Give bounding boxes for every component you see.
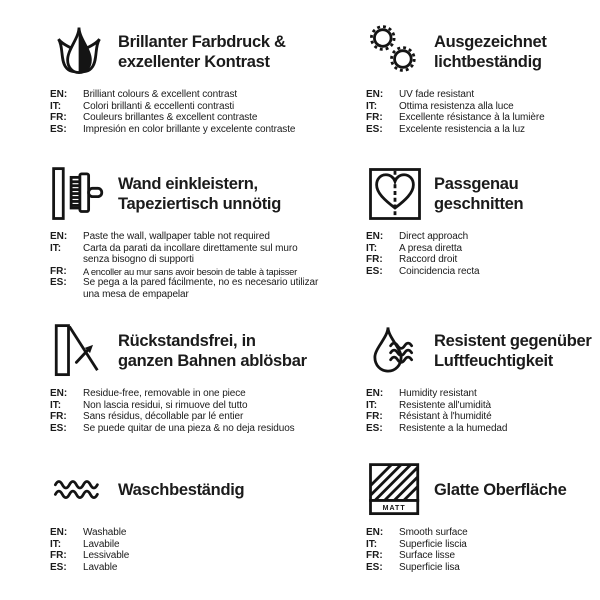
translations xyxy=(366,388,600,434)
translation-text: Coincidencia recta xyxy=(399,265,480,277)
language-label: ES: xyxy=(366,422,383,434)
translation-row xyxy=(50,400,332,412)
translation-row xyxy=(50,112,332,124)
language-label: ES: xyxy=(50,561,67,573)
section-heading: Waschbeständig xyxy=(118,481,245,499)
language-label: IT: xyxy=(50,399,62,411)
language-label: FR: xyxy=(366,254,383,265)
translation-text: Impresión en color brillante y excelente contraste xyxy=(83,123,296,135)
section-print-quality xyxy=(0,0,332,152)
language-label: EN: xyxy=(50,89,68,100)
translation-text: Carta da parati da incollare direttamente sul muro senza bisogno di supporti xyxy=(83,242,298,265)
translation-text: Resistente a la humedad xyxy=(399,422,508,434)
translation-row xyxy=(50,101,332,113)
translation-row xyxy=(366,411,600,423)
section-heading: Glatte Oberfläche xyxy=(434,481,567,499)
translation-text: Lavabile xyxy=(83,538,120,550)
translation-text: Superficie liscia xyxy=(399,538,467,550)
translation-row xyxy=(366,562,600,574)
translation-text: Se pega a la pared fácilmente, no es necesario utilizar una mesa de empapelar xyxy=(83,277,319,300)
translation-row xyxy=(50,550,332,562)
translation-row xyxy=(366,423,600,435)
translation-text: Direct approach xyxy=(399,231,469,242)
translation-row xyxy=(366,527,600,539)
language-label: ES: xyxy=(50,123,67,135)
translation-row xyxy=(50,89,332,101)
translation-row xyxy=(50,411,332,423)
translation-row xyxy=(366,112,600,124)
translations xyxy=(50,89,332,135)
translation-text: A presa diretta xyxy=(399,242,462,254)
translation-row xyxy=(50,388,332,400)
translation-text: Ottima resistenza alla luce xyxy=(399,100,514,112)
language-label: EN: xyxy=(366,231,384,242)
translation-row xyxy=(50,539,332,551)
translation-text: Paste the wall, wallpaper table not required xyxy=(83,231,270,242)
language-label: IT: xyxy=(366,538,378,550)
translation-text: Colori brillanti & eccellenti contrasti xyxy=(83,100,235,112)
translation-text: UV fade resistant xyxy=(399,89,475,100)
translation-text: Smooth surface xyxy=(399,527,468,538)
language-label: EN: xyxy=(50,231,68,242)
language-label: EN: xyxy=(366,388,384,399)
section-header xyxy=(366,462,600,518)
language-label: IT: xyxy=(50,538,62,550)
translation-row xyxy=(366,400,600,412)
section-smooth-surface xyxy=(332,452,600,600)
section-washable xyxy=(0,452,332,600)
translation-text: Humidity resistant xyxy=(399,388,477,399)
translation-row xyxy=(366,254,600,266)
sun-gears-icon xyxy=(366,24,424,80)
section-cut-to-fit xyxy=(332,152,600,315)
translation-text: Sans résidus, décollable par lé entier xyxy=(83,411,244,422)
translations xyxy=(366,89,600,135)
translation-text: Resistente all'umidità xyxy=(399,399,491,411)
translation-row xyxy=(366,388,600,400)
translation-row xyxy=(366,231,600,243)
translation-text: Superficie lisa xyxy=(399,561,460,573)
wash-waves-icon xyxy=(50,462,108,518)
language-label: IT: xyxy=(366,100,378,112)
language-label: ES: xyxy=(366,123,383,135)
translation-text: Raccord droit xyxy=(399,254,458,265)
translation-row xyxy=(50,562,332,574)
language-label: FR: xyxy=(366,411,383,422)
translation-text: Résistant à l'humidité xyxy=(399,411,492,422)
translation-text: Couleurs brillantes & excellent contraste xyxy=(83,112,258,123)
language-label: IT: xyxy=(50,100,62,112)
language-label: FR: xyxy=(366,112,383,123)
translation-text: A encoller au mur sans avoir besoin de table à tapisser xyxy=(83,265,297,277)
translation-row xyxy=(50,243,332,266)
translation-row xyxy=(50,527,332,539)
section-humidity-resistant xyxy=(332,315,600,452)
translations xyxy=(366,527,600,573)
translation-row xyxy=(50,124,332,136)
translation-row xyxy=(366,539,600,551)
translation-row xyxy=(50,266,332,278)
translations xyxy=(366,231,600,277)
language-label: ES: xyxy=(50,422,67,434)
section-removable xyxy=(0,315,332,452)
language-label: IT: xyxy=(366,399,378,411)
humidity-drop-icon xyxy=(366,323,424,379)
section-header xyxy=(50,462,332,518)
translation-row xyxy=(50,231,332,243)
translation-text: Washable xyxy=(83,527,127,538)
translation-text: Brilliant colours & excellent contrast xyxy=(83,89,238,100)
section-heading: Rückstandsfrei, in ganzen Bahnen ablösbar xyxy=(118,332,307,370)
translation-row xyxy=(366,89,600,101)
language-label: EN: xyxy=(366,89,384,100)
section-header xyxy=(50,24,332,80)
language-label: ES: xyxy=(366,265,383,277)
section-header xyxy=(366,24,600,80)
section-header xyxy=(366,166,600,222)
section-heading: Ausgezeichnet lichtbeständig xyxy=(434,33,547,71)
language-label: FR: xyxy=(50,411,67,422)
language-label: ES: xyxy=(50,277,67,288)
section-heading: Resistent gegenüber Luftfeuchtigkeit xyxy=(434,332,592,370)
translation-row xyxy=(50,277,332,300)
translation-text: Non lascia residui, si rimuove del tutto xyxy=(83,399,248,411)
translations xyxy=(50,231,332,300)
translation-text: Se puede quitar de una pieza & no deja residuos xyxy=(83,422,295,434)
language-label: FR: xyxy=(50,112,67,123)
language-label: EN: xyxy=(366,527,384,538)
translation-text: Excelente resistencia a la luz xyxy=(399,123,525,135)
language-label: FR: xyxy=(366,550,383,561)
section-lightfast xyxy=(332,0,600,152)
matt-badge-text: MATT xyxy=(382,505,406,513)
language-label: IT: xyxy=(366,242,378,254)
language-label: FR: xyxy=(50,265,67,277)
language-label: EN: xyxy=(50,388,68,399)
section-heading: Wand einkleistern, Tapeziertisch unnötig xyxy=(118,175,281,213)
translation-text: Residue-free, removable in one piece xyxy=(83,388,246,399)
translations xyxy=(50,388,332,434)
translation-text: Lessivable xyxy=(83,550,130,561)
section-paste-the-wall xyxy=(0,152,332,315)
section-heading: Passgenau geschnitten xyxy=(434,175,524,213)
translation-row xyxy=(50,423,332,435)
translation-row xyxy=(366,266,600,278)
language-label: EN: xyxy=(50,527,68,538)
translation-text: Lavable xyxy=(83,561,118,573)
translation-row xyxy=(366,101,600,113)
section-header xyxy=(50,166,332,222)
translation-text: Surface lisse xyxy=(399,550,455,561)
language-label: FR: xyxy=(50,550,67,561)
translation-row xyxy=(366,550,600,562)
translation-row xyxy=(366,243,600,255)
paste-roller-icon xyxy=(50,166,108,222)
language-label: IT: xyxy=(50,242,62,254)
translation-text: Excellente résistance à la lumière xyxy=(399,112,545,123)
translations xyxy=(50,527,332,573)
section-heading: Brillanter Farbdruck & exzellenter Kontrast xyxy=(118,33,286,71)
section-header xyxy=(366,323,600,379)
heart-cut-icon xyxy=(366,166,424,222)
section-header xyxy=(50,323,332,379)
ink-drops-icon xyxy=(50,24,108,80)
peel-strip-icon xyxy=(50,323,108,379)
translation-row xyxy=(366,124,600,136)
language-label: ES: xyxy=(366,561,383,573)
matt-surface-icon xyxy=(366,462,424,518)
